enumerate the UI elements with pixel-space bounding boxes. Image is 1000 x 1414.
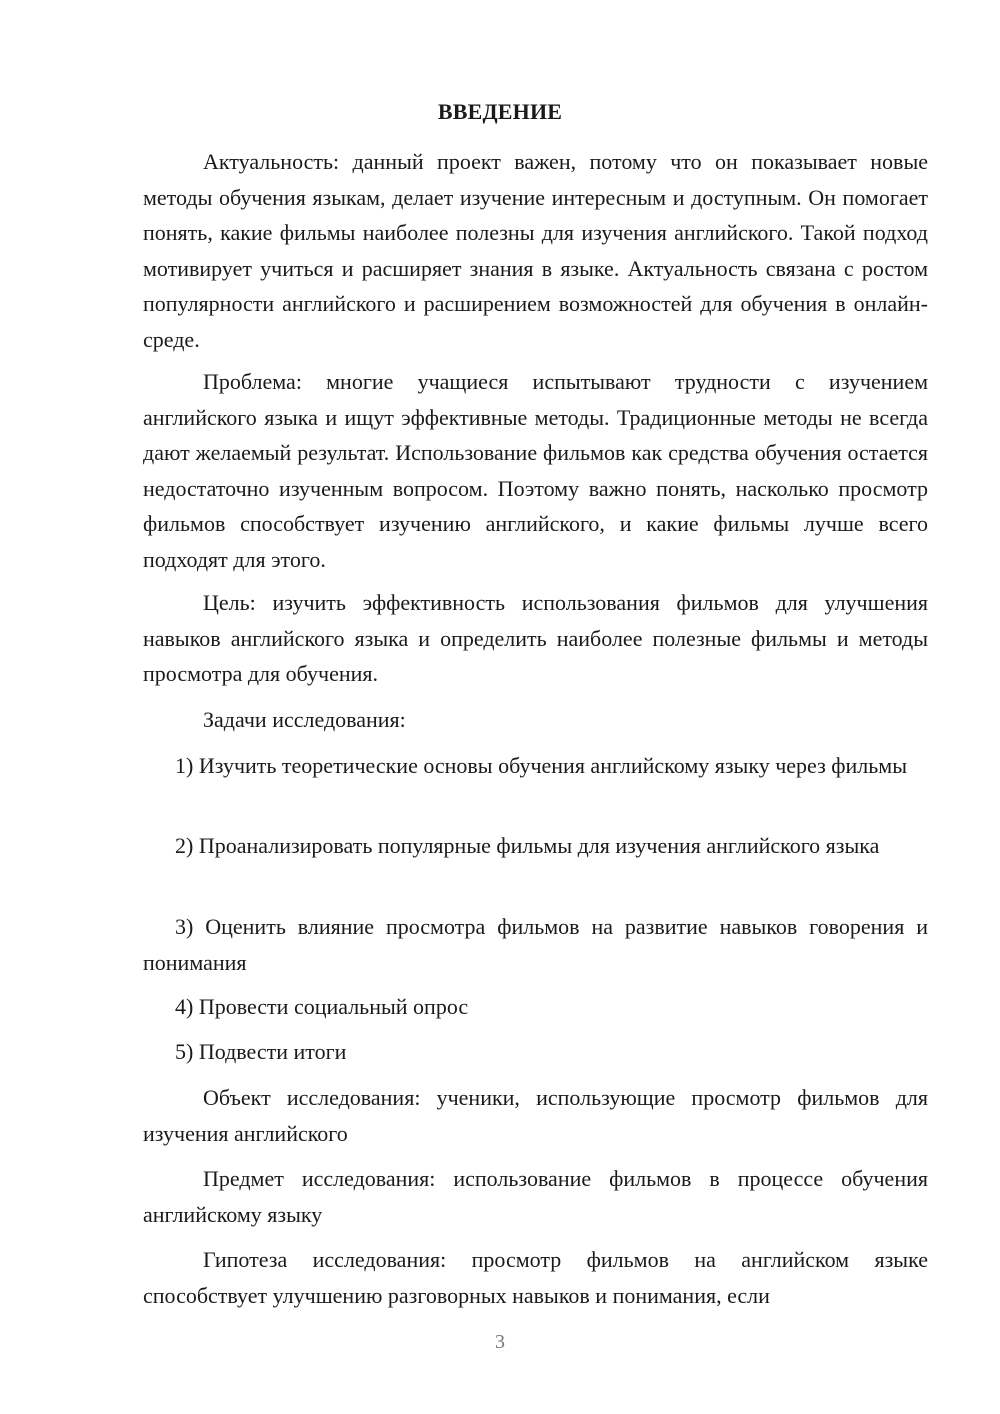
- subject-paragraph: Предмет исследования: использование фильмов в процессе обучения английскому языку: [143, 1166, 928, 1227]
- task-item-3: 3) Оценить влияние просмотра фильмов на развитие навыков говорения и понимания: [143, 914, 928, 975]
- tasks-heading: Задачи исследования:: [203, 707, 406, 732]
- page-number: 3: [495, 1331, 505, 1353]
- page-title: ВВЕДЕНИЕ: [437, 99, 563, 124]
- problem-paragraph: Проблема: многие учащиеся испытывают трудности с изучением английского языка и ищут эффективные методы. Традиционные методы не всегда дают желаемый результат. Использование фильмов как средства обучения остается недостаточно изученным вопросом. Поэтому важно понять, насколько просмотр фильмов способствует изучению английского, и какие фильмы лучше всего подходят для этого.: [143, 369, 928, 572]
- object-paragraph: Объект исследования: ученики, использующие просмотр фильмов для изучения английского: [143, 1085, 928, 1146]
- task-item-4: 4) Провести социальный опрос: [175, 994, 469, 1019]
- goal-paragraph: Цель: изучить эффективность использования фильмов для улучшения навыков английского языка и определить наиболее полезные фильмы и методы просмотра для обучения.: [143, 590, 928, 686]
- task-item-1: 1) Изучить теоретические основы обучения английскому языку через фильмы: [175, 753, 908, 778]
- task-item-2: 2) Проанализировать популярные фильмы для изучения английского языка: [175, 833, 880, 858]
- hypothesis-paragraph: Гипотеза исследования: просмотр фильмов на английском языке способствует улучшению разговорных навыков и понимания, если: [143, 1247, 928, 1308]
- task-item-5: 5) Подвести итоги: [175, 1039, 347, 1064]
- relevance-paragraph: Актуальность: данный проект важен, потому что он показывает новые методы обучения языкам, делает изучение интересным и доступным. Он помогает понять, какие фильмы наиболее полезны для изучения английского. Такой подход мотивирует учиться и расширяет знания в языке. Актуальность связана с ростом популярности английского и расширением возможностей для обучения в онлайн-среде.: [143, 149, 928, 352]
